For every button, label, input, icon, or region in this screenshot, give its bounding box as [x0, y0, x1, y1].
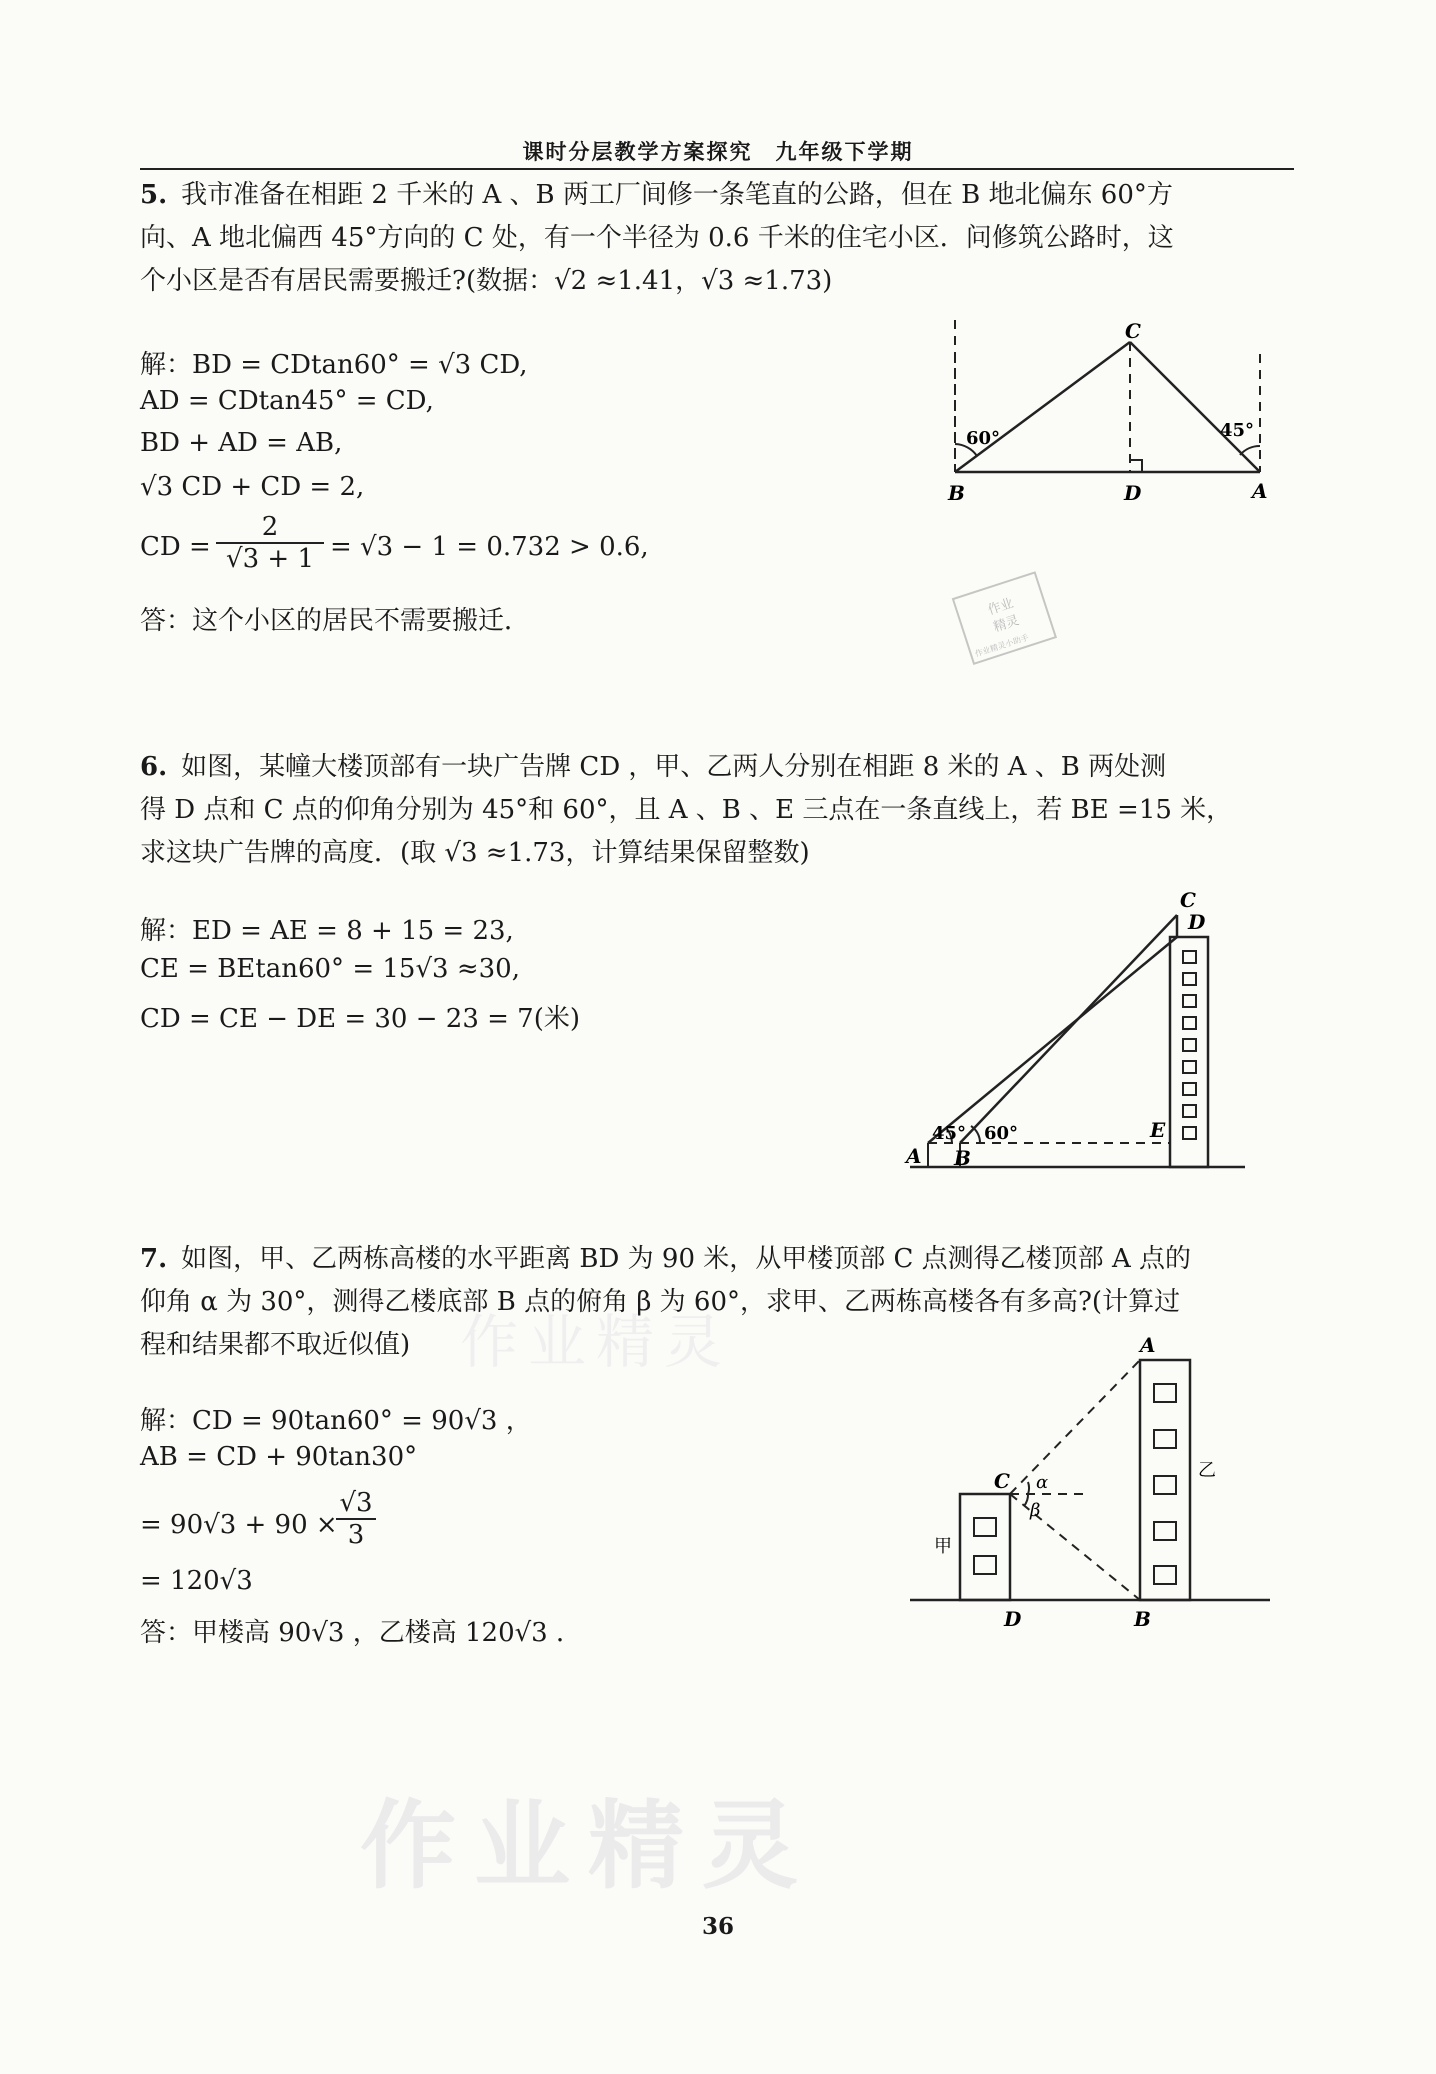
q7-frac-num: √3	[339, 1488, 373, 1518]
watermark-small: 作业精灵	[460, 1308, 733, 1376]
q5-sol-3: BD + AD = AB,	[140, 428, 343, 458]
q7-line-3: 程和结果都不取近似值)	[140, 1330, 411, 1360]
q6-sol-2: CE = BEtan60° = 15√3 ≈30,	[140, 954, 520, 984]
q5-segment-ac	[1130, 342, 1260, 472]
stamp-logo	[940, 570, 1070, 670]
q7-line-2: 仰角 α 为 30°，测得乙楼底部 B 点的俯角 β 为 60°，求甲、乙两栋高楼各有多高?(计算过	[140, 1287, 1181, 1317]
q5-frac-num: 2	[261, 512, 279, 542]
q6-label-c: C	[1180, 888, 1196, 912]
q5-frac-den: √3 + 1	[216, 542, 324, 574]
q7-sol-1: 解：CD = 90tan60° = 90√3 ，	[140, 1406, 532, 1436]
svg-text:精灵: 精灵	[991, 613, 1022, 636]
q7-label-a: A	[1140, 1333, 1156, 1357]
q6-label-d: D	[1188, 910, 1206, 934]
svg-text:作业精灵小助手: 作业精灵小助手	[973, 632, 1030, 659]
q5-statement	[140, 174, 1300, 303]
svg-text:作业: 作业	[986, 596, 1016, 619]
q5-sol-2: AD = CDtan45° = CD,	[140, 386, 434, 416]
q6-line-3: 求这块广告牌的高度．(取 √3 ≈1.73，计算结果保留整数)	[140, 838, 810, 868]
q7-label-d: D	[1004, 1607, 1022, 1631]
q5-number: 5.	[140, 180, 168, 210]
q6-number: 6.	[140, 752, 168, 782]
q7-label-jia: 甲	[934, 1536, 952, 1557]
q7-building-jia	[960, 1494, 1010, 1600]
q5-sol-4: √3 CD + CD = 2,	[140, 472, 365, 502]
q5-line-2: 向、A 地北偏西 45°方向的 C 处，有一个半径为 0.6 千米的住宅小区．问修筑公路时，这	[140, 223, 1174, 253]
q5-sol-1: 解：BD = CDtan60° = √3 CD,	[140, 350, 528, 380]
q7-number: 7.	[140, 1244, 168, 1274]
q6-figure	[900, 885, 1260, 1175]
q7-sol-4: = 120√3	[140, 1566, 253, 1596]
q5-fraction	[216, 512, 324, 574]
watermark-large: 作业精灵	[360, 1790, 816, 1902]
q5-line-3: 个小区是否有居民需要搬迁?(数据：√2 ≈1.41，√3 ≈1.73)	[140, 266, 833, 296]
q7-frac-den: 3	[336, 1518, 376, 1550]
q6-line-2: 得 D 点和 C 点的仰角分别为 45°和 60°，且 A 、B 、E 三点在一条直线上，若 BE =15 米，	[140, 795, 1233, 825]
q6-sol-3: CD = CE − DE = 30 − 23 = 7(米)	[140, 1004, 581, 1034]
q6-angle-45: 45°	[932, 1123, 967, 1144]
q6-label-a: A	[906, 1144, 922, 1168]
q5-segment-bc	[955, 342, 1130, 472]
q6-label-b: B	[954, 1146, 971, 1170]
q6-sightline-ad	[928, 937, 1177, 1143]
q7-label-beta: β	[1030, 1500, 1041, 1521]
q6-line-1: 6. 如图，某幢大楼顶部有一块广告牌 CD ，甲、乙两人分别在相距 8 米的 A 、B 两处测	[140, 752, 1167, 782]
q7-line-1: 7. 如图，甲、乙两栋高楼的水平距离 BD 为 90 米，从甲楼顶部 C 点测得乙楼顶部 A 点的	[140, 1244, 1191, 1274]
q7-fraction	[336, 1488, 376, 1550]
q5-answer: 答：这个小区的居民不需要搬迁．	[140, 606, 531, 636]
q7-sol-2: AB = CD + 90tan30°	[140, 1442, 418, 1472]
q5-label-b: B	[948, 481, 965, 505]
q5-angle-60: 60°	[966, 428, 1001, 449]
q5-label-a: A	[1252, 479, 1268, 503]
q5-figure	[930, 320, 1270, 510]
q6-sightline-bc	[960, 915, 1177, 1143]
q7-building-yi	[1140, 1360, 1190, 1600]
q7-sol-3: = 90√3 + 90 ×	[140, 1510, 338, 1540]
q6-sol-1: 解：ED = AE = 8 + 15 = 23,	[140, 916, 514, 946]
q5-line-1: 5. 我市准备在相距 2 千米的 A 、B 两工厂间修一条笔直的公路，但在 B 地北偏东 60°方	[140, 180, 1173, 210]
q5-label-d: D	[1124, 481, 1142, 505]
q7-answer: 答：甲楼高 90√3 ，乙楼高 120√3 ．	[140, 1618, 582, 1648]
q6-angle-60: 60°	[984, 1123, 1019, 1144]
q7-figure	[900, 1330, 1280, 1640]
q7-label-alpha: α	[1036, 1472, 1049, 1493]
page-number: 36	[701, 1913, 734, 1940]
page-header: 课时分层教学方案探究 九年级下学期	[522, 139, 914, 164]
q5-angle-45: 45°	[1220, 420, 1255, 441]
q7-label-c: C	[994, 1469, 1010, 1493]
q7-label-yi: 乙	[1198, 1460, 1216, 1481]
q5-label-c: C	[1125, 320, 1141, 343]
q5-cd-lhs: CD =	[140, 532, 211, 562]
q6-label-e: E	[1150, 1118, 1166, 1142]
q7-label-b: B	[1134, 1607, 1151, 1631]
q7-sightline-ca	[1010, 1360, 1140, 1494]
q6-statement	[140, 746, 1300, 875]
q5-right-angle	[1130, 460, 1142, 472]
header-rule	[140, 168, 1294, 170]
q5-cd-rhs: = √3 − 1 = 0.732 > 0.6,	[330, 532, 649, 562]
